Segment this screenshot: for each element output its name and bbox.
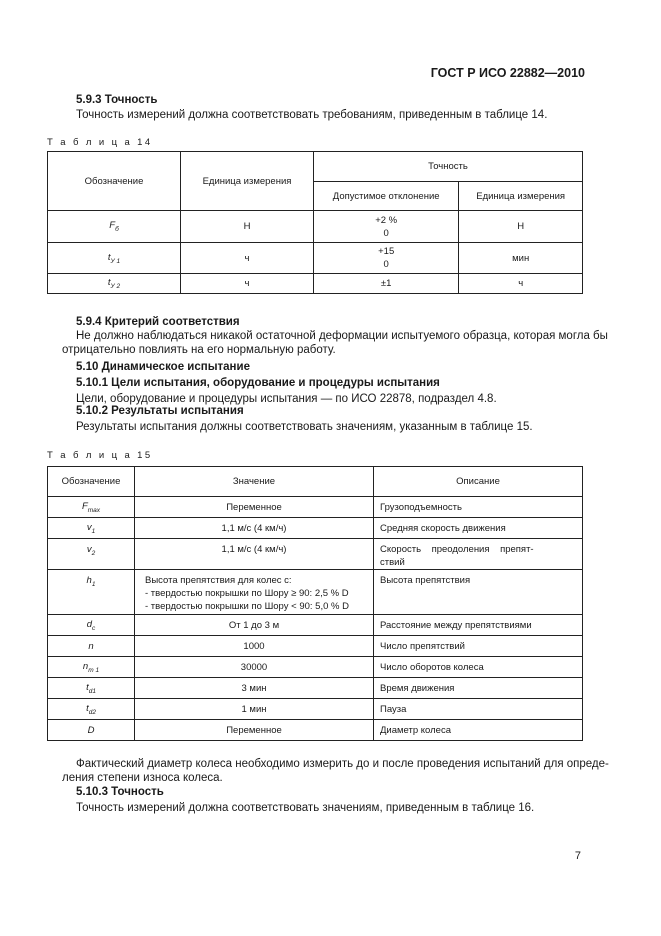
symbol-cell: $t_{У 2}$ xyxy=(48,274,181,294)
section-5-9-4-text-line2: отрицательно повлиять на его нормальную работу. xyxy=(62,344,336,356)
section-5-10-3-heading: 5.10.3 Точность xyxy=(76,786,164,798)
unit-cell: Н xyxy=(181,211,314,243)
value-cell: 1,1 м/с (4 км/ч) xyxy=(135,539,374,570)
table-row xyxy=(48,243,583,274)
section-5-10-1-text: Цели, оборудование и процедуры испытания — по ИСО 22878, подраздел 4.8. xyxy=(76,393,497,405)
symbol-cell: n xyxy=(48,636,135,657)
unit-cell: ч xyxy=(181,274,314,294)
table-15-caption: Т а б л и ц а 15 xyxy=(47,450,153,461)
tolerance-cell: ±1 xyxy=(314,274,459,294)
symbol-cell: $F_б$ xyxy=(48,211,181,243)
section-5-10-2-text: Результаты испытания должны соответствовать значениям, указанным в таблице 15. xyxy=(76,421,533,433)
description-cell: Средняя скорость движения xyxy=(374,518,583,539)
symbol-cell: $d_с$ xyxy=(48,615,135,636)
value-cell: От 1 до 3 м xyxy=(135,615,374,636)
description-cell: Число оборотов колеса xyxy=(374,657,583,678)
header-accuracy: Точность xyxy=(314,152,583,182)
table-row xyxy=(48,678,583,699)
table-row xyxy=(48,657,583,678)
table-row xyxy=(48,699,583,720)
symbol-cell: $t_{У 1}$ xyxy=(48,243,181,274)
table-row xyxy=(48,211,583,243)
description-cell: Число препятствий xyxy=(374,636,583,657)
header-designation: Обозначение xyxy=(48,152,181,211)
section-5-10-3-text: Точность измерений должна соответствовать значениям, приведенным в таблице 16. xyxy=(76,802,535,814)
description-cell: Расстояние между препятствиями xyxy=(374,615,583,636)
table-row xyxy=(48,720,583,741)
page-number: 7 xyxy=(574,850,581,862)
value-cell: 30000 xyxy=(135,657,374,678)
value-cell: 3 мин xyxy=(135,678,374,699)
post-table-text-line2: ления степени износа колеса. xyxy=(62,772,223,784)
table-15 xyxy=(47,466,583,741)
description-cell: Диаметр колеса xyxy=(374,720,583,741)
accuracy-unit-cell: ч xyxy=(459,274,583,294)
description-cell: Скорость преодоления препят- ствий xyxy=(374,539,583,570)
table-row xyxy=(48,539,583,570)
symbol-cell: D xyxy=(48,720,135,741)
tolerance-cell: +15 0 xyxy=(314,243,459,274)
symbol-cell: $n_{т 1}$ xyxy=(48,657,135,678)
header-value: Значение xyxy=(135,467,374,497)
header-description: Описание xyxy=(374,467,583,497)
value-cell: Переменное xyxy=(135,720,374,741)
section-5-9-3-text: Точность измерений должна соответствовать требованиям, приведенным в таблице 14. xyxy=(76,109,548,121)
symbol-cell: $F_{max}$ xyxy=(48,497,135,518)
header-tolerance: Допустимое отклонение xyxy=(314,182,459,211)
description-cell: Пауза xyxy=(374,699,583,720)
section-5-9-4-text-line1: Не должно наблюдаться никакой остаточной деформации испытуемого образца, которая могла бы xyxy=(76,330,608,342)
value-cell: Высота препятствия для колес с: - твердостью покрышки по Шору ≥ 90: 2,5 % D - твердостью покрышки по Шору < 90: 5,0 % D xyxy=(135,570,374,615)
section-5-10-2-heading: 5.10.2 Результаты испытания xyxy=(76,405,244,417)
table-row xyxy=(48,274,583,294)
section-5-9-3-heading: 5.9.3 Точность xyxy=(76,94,158,106)
value-cell: 1000 xyxy=(135,636,374,657)
table-row xyxy=(48,518,583,539)
header-accuracy-unit: Единица измерения xyxy=(459,182,583,211)
table-row xyxy=(48,636,583,657)
unit-cell: ч xyxy=(181,243,314,274)
symbol-cell: $t_{d1}$ xyxy=(48,678,135,699)
section-5-10-heading: 5.10 Динамическое испытание xyxy=(76,361,250,373)
value-cell: 1,1 м/с (4 км/ч) xyxy=(135,518,374,539)
document-header: ГОСТ Р ИСО 22882—2010 xyxy=(430,66,585,80)
table-row xyxy=(48,615,583,636)
table-row xyxy=(48,497,583,518)
table-14-caption: Т а б л и ц а 14 xyxy=(47,137,153,148)
section-5-9-4-heading: 5.9.4 Критерий соответствия xyxy=(76,316,240,328)
value-cell: Переменное xyxy=(135,497,374,518)
symbol-cell: $t_{d2}$ xyxy=(48,699,135,720)
accuracy-unit-cell: мин xyxy=(459,243,583,274)
header-designation: Обозначение xyxy=(48,467,135,497)
symbol-cell: $v_2$ xyxy=(48,539,135,570)
table-14 xyxy=(47,151,583,294)
description-cell: Время движения xyxy=(374,678,583,699)
post-table-text-line1: Фактический диаметр колеса необходимо измерить до и после проведения испытаний для опреде- xyxy=(76,758,609,770)
accuracy-unit-cell: Н xyxy=(459,211,583,243)
section-5-10-1-heading: 5.10.1 Цели испытания, оборудование и процедуры испытания xyxy=(76,377,440,389)
value-cell: 1 мин xyxy=(135,699,374,720)
tolerance-cell: +2 % 0 xyxy=(314,211,459,243)
description-cell: Высота препятствия xyxy=(374,570,583,615)
table-row xyxy=(48,570,583,615)
symbol-cell: $h_1$ xyxy=(48,570,135,615)
header-unit: Единица измерения xyxy=(181,152,314,211)
symbol-cell: $v_1$ xyxy=(48,518,135,539)
description-cell: Грузоподъемность xyxy=(374,497,583,518)
